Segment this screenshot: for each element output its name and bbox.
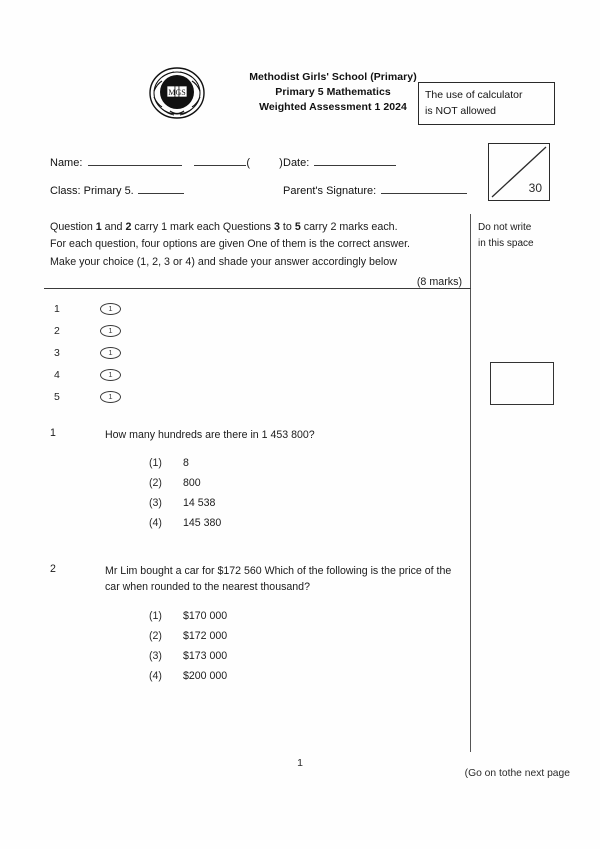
assessment-line: Weighted Assessment 1 2024	[259, 100, 407, 113]
option-row[interactable]	[105, 650, 462, 670]
do-not-write-note	[478, 220, 564, 251]
class-prefix: Primary 5.	[83, 185, 134, 197]
school-crest-icon	[148, 65, 206, 123]
option-row[interactable]	[105, 670, 462, 690]
instr-l1-mid2: carry 1 mark each Questions	[131, 221, 274, 233]
instr-l1-mid1: and	[101, 221, 126, 233]
parent-signature-row	[283, 183, 467, 197]
instructions-marks: (8 marks)	[416, 275, 462, 288]
question-options	[105, 457, 462, 537]
bubble-row-number: 4	[54, 369, 60, 381]
option-key: (4)	[149, 517, 162, 530]
name-label: Name:	[50, 157, 83, 169]
bubble-row	[54, 388, 214, 410]
calculator-notice	[418, 82, 555, 125]
subject-line: Primary 5 Mathematics	[275, 85, 391, 98]
option-row[interactable]	[105, 630, 462, 650]
option-value: 145 380	[183, 517, 222, 530]
instr-q3: 3	[274, 221, 280, 233]
date-row	[283, 155, 396, 169]
school-name: Methodist Girls' School (Primary)	[249, 71, 417, 83]
bubble-row	[54, 322, 214, 344]
name-row	[50, 155, 283, 169]
option-value: 800	[183, 477, 201, 490]
answer-bubble[interactable]: 1	[100, 325, 121, 337]
option-value: $200 000	[183, 669, 228, 682]
bubble-row-number: 3	[54, 347, 60, 359]
answer-bubble-grid	[54, 300, 214, 410]
option-value: 8	[183, 457, 189, 470]
total-marks-value: 30	[528, 181, 542, 195]
question-text: Mr Lim bought a car for $172 560 Which of the following is the price of the car when rounded to the nearest thousand?	[105, 565, 452, 594]
option-value: $170 000	[183, 609, 228, 622]
instructions-line-1	[50, 219, 462, 236]
student-fields	[50, 155, 480, 210]
do-not-write-line2: in this space	[478, 237, 534, 249]
parent-signature-input[interactable]	[381, 183, 467, 194]
question-1	[50, 427, 462, 537]
marks-box[interactable]	[488, 143, 550, 201]
instr-q5: 5	[294, 221, 301, 233]
question-text: How many hundreds are there in 1 453 800?	[105, 429, 315, 441]
instr-l1-pre: Question	[50, 221, 96, 233]
page-number: 1	[297, 757, 303, 769]
option-key: (3)	[149, 497, 162, 510]
option-value: $173 000	[183, 649, 228, 662]
question-number: 2	[50, 563, 56, 575]
margin-divider-line	[470, 214, 471, 752]
parent-signature-label: Parent's Signature:	[283, 185, 377, 197]
class-label: Class:	[50, 185, 81, 197]
answer-bubble[interactable]: 1	[100, 391, 121, 403]
question-number: 1	[50, 427, 56, 439]
instr-q1: 1	[95, 221, 102, 233]
instr-q2: 2	[125, 221, 132, 233]
option-row[interactable]	[105, 610, 462, 630]
bubble-row-number: 5	[54, 391, 60, 403]
bubble-row	[54, 344, 214, 366]
bubble-row-number: 2	[54, 325, 60, 337]
class-input[interactable]	[138, 183, 184, 194]
question-options	[105, 610, 462, 690]
calculator-notice-line1: The use of calculator	[425, 89, 523, 101]
date-label: Date:	[283, 157, 310, 169]
bubble-row	[54, 300, 214, 322]
option-key: (3)	[149, 649, 162, 662]
calculator-notice-line2: is NOT allowed	[425, 104, 496, 117]
go-on-next-page-note: (Go on tothe next page	[464, 768, 570, 779]
index-input[interactable]	[194, 155, 246, 166]
option-row[interactable]	[105, 497, 462, 517]
svg-text:MGS: MGS	[168, 88, 186, 97]
do-not-write-line1: Do not write	[478, 222, 532, 233]
index-open-paren: (	[246, 157, 251, 169]
name-input[interactable]	[88, 155, 182, 166]
option-row[interactable]	[105, 457, 462, 477]
instr-l1-post: carry 2 marks each.	[300, 221, 398, 233]
option-value: $172 000	[183, 629, 228, 642]
answer-bubble[interactable]: 1	[100, 303, 121, 315]
option-key: (2)	[149, 629, 162, 642]
bubble-row-number: 1	[54, 303, 60, 315]
option-key: (4)	[149, 669, 162, 682]
question-2	[50, 563, 462, 690]
class-row	[50, 183, 184, 197]
instructions-block	[50, 219, 462, 291]
marker-score-box[interactable]	[490, 362, 554, 405]
answer-bubble[interactable]: 1	[100, 347, 121, 359]
instructions-line-2: For each question, four options are given One of them is the correct answer.	[50, 238, 411, 251]
option-key: (2)	[149, 477, 162, 490]
date-input[interactable]	[314, 155, 396, 166]
option-key: (1)	[149, 609, 162, 622]
instr-l1-mid3: to	[279, 221, 295, 233]
option-key: (1)	[149, 457, 162, 470]
index-close-paren: )	[279, 157, 283, 169]
option-value: 14 538	[183, 497, 216, 510]
answer-bubble[interactable]: 1	[100, 369, 121, 381]
option-row[interactable]	[105, 477, 462, 497]
bubble-row	[54, 366, 214, 388]
instructions-line-3: Make your choice (1, 2, 3 or 4) and shade your answer accordingly below	[50, 255, 397, 268]
paper-header	[140, 62, 560, 132]
option-row[interactable]	[105, 517, 462, 537]
